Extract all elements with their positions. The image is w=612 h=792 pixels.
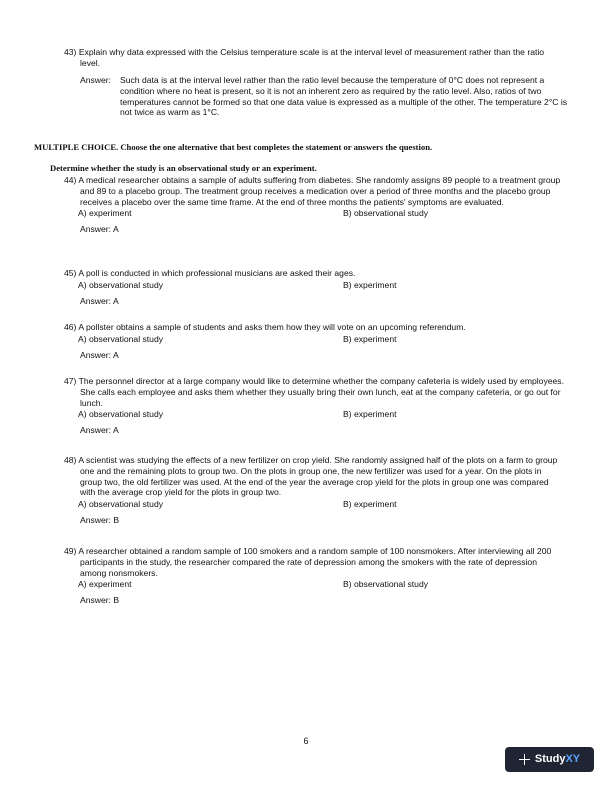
question-43 [64,47,564,69]
option-a[interactable]: A) experiment [78,208,132,219]
question-47 [64,376,564,436]
option-a[interactable]: A) observational study [78,499,164,510]
question-46 [64,322,564,361]
section-instruction: Determine whether the study is an observational study or an experiment. [50,163,317,173]
question-number: 44) [64,175,77,185]
question-44 [64,175,564,235]
option-b[interactable]: B) experiment [343,279,397,290]
question-text [64,455,564,498]
answer-key: Answer: A [80,349,119,360]
option-b[interactable]: B) experiment [343,333,397,344]
question-text [64,322,564,333]
question-48 [64,455,564,526]
option-a[interactable]: A) observational study [78,279,164,290]
question-body: A researcher obtained a random sample of 100 smokers and a random sample of 100 nonsmokers. After interviewing all 200 participants in the study, the researcher compared the rate of depression among the smokers with the rate of depression among nonsmokers. [78,546,552,578]
option-b[interactable]: B) observational study [343,579,429,590]
question-body: The personnel director at a large company would like to determine whether the company cafeteria is widely used by employees. She calls each employee and asks them whether they usually bring their own lunch, eat at the company cafeteria, or go out for lunch. [78,376,564,408]
option-b[interactable]: B) experiment [343,409,397,420]
question-number: 43) [64,47,77,57]
question-49 [64,546,564,606]
answer-choices [64,208,564,219]
option-b[interactable]: B) observational study [343,208,429,219]
answer-choices [64,499,564,510]
brand-accent: XY [565,753,581,766]
question-body: Explain why data expressed with the Celsius temperature scale is at the interval level of measurement rather than the ratio level. [78,47,545,68]
question-number: 48) [64,455,77,465]
question-text [64,546,564,578]
answer-key: Answer: A [80,295,119,306]
question-number: 49) [64,546,77,556]
studyxy-badge[interactable] [505,747,594,772]
answer-key: Answer: A [80,425,119,436]
question-43-text [64,47,564,69]
plus-icon [519,754,530,765]
question-text [64,175,564,207]
question-43-answer [80,75,572,118]
brand-name: Study [534,753,566,766]
question-body: A scientist was studying the effects of a new fertilizer on crop yield. She randomly assigned half of the plots on a farm to group one and the remaining plots to group two. On the plots in group one, the new fertilizer was used for a year. On the plots in group two, the old fertilizer was used. At the end of the year the average crop yield for the plots in group one was compared with the average crop yield for the plots in group two. [78,455,558,498]
answer-text: Such data is at the interval level rather than the ratio level because the temperature of 0°C does not represent a condition where no heat is present, so it is not an inherent zero as required by the ratio level. Also, ratios of two temperatures cannot be formed so that one data value is expressed as a multiple of the other. The temperature 2°C is not twice as warm as 1°C. [120,75,568,118]
answer-choices [64,579,564,590]
answer-key: Answer: A [80,224,119,235]
option-b[interactable]: B) experiment [343,499,397,510]
question-body: A pollster obtains a sample of students and asks them how they will vote on an upcoming referendum. [78,322,466,332]
option-a[interactable]: A) observational study [78,409,164,420]
question-text [64,376,564,408]
answer-choices [64,334,564,345]
option-a[interactable]: A) experiment [78,579,132,590]
answer-choices [64,280,564,291]
question-45 [64,268,564,307]
answer-choices [64,409,564,420]
answer-key: Answer: B [80,595,120,606]
question-number: 47) [64,376,77,386]
answer-key: Answer: B [80,515,120,526]
question-number: 46) [64,322,77,332]
page-number: 6 [303,736,309,746]
option-a[interactable]: A) observational study [78,333,164,344]
question-text [64,268,564,279]
question-number: 45) [64,268,77,278]
section-heading: MULTIPLE CHOICE. Choose the one alternative that best completes the statement or answers the question. [34,142,433,152]
answer-label: Answer: [80,75,112,85]
question-body: A medical researcher obtains a sample of adults suffering from diabetes. She randomly assigns 89 people to a treatment group and 89 to a placebo group. The treatment group receives a medication over a period of three months and the placebo group receives a placebo over the same time frame. At the end of three months the patients' symptoms are evaluated. [78,175,561,207]
question-body: A poll is conducted in which professional musicians are asked their ages. [78,268,356,278]
